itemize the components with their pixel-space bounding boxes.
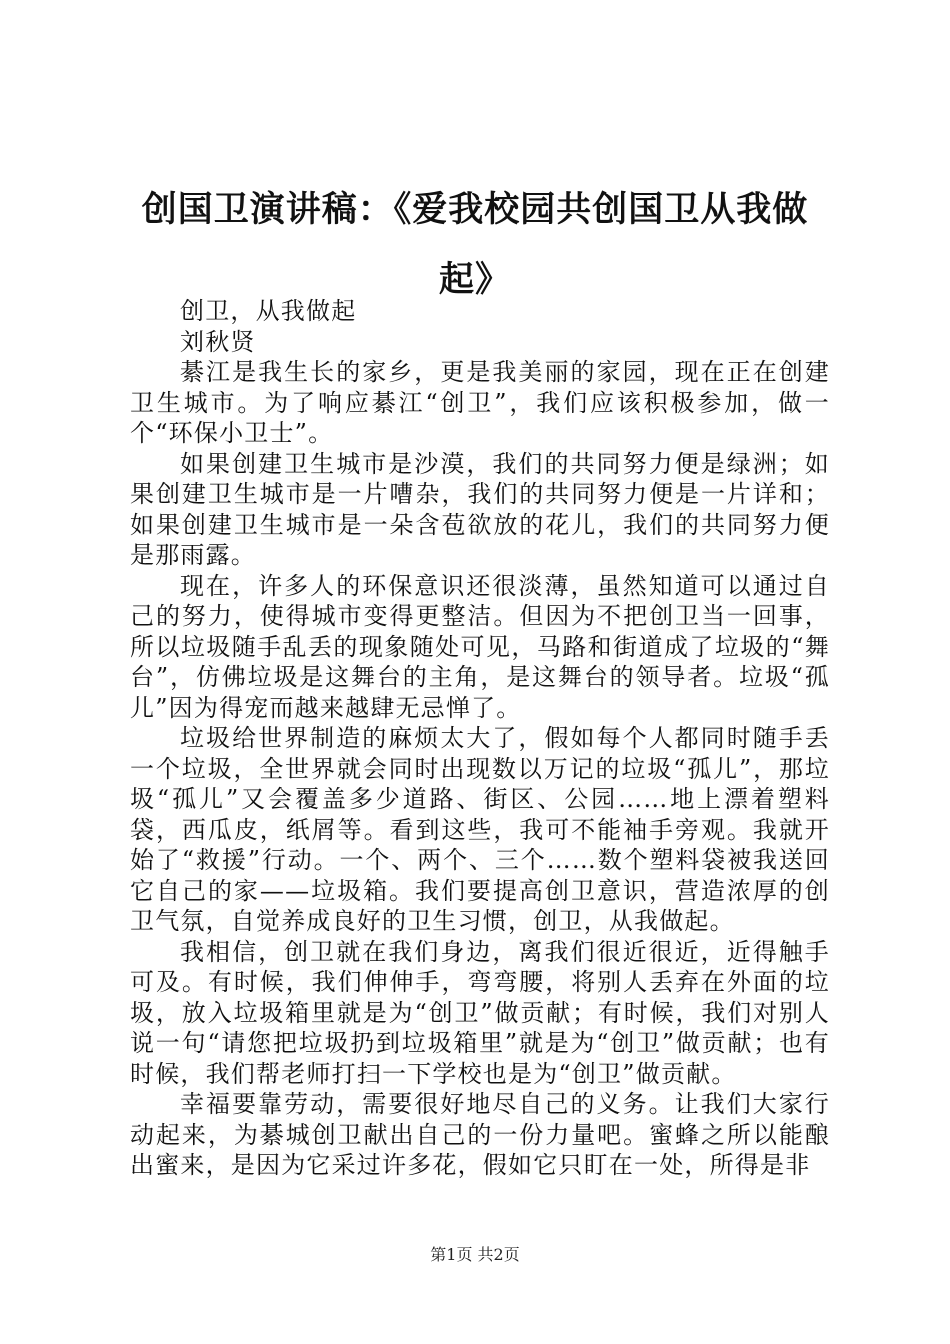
paragraph-4: 垃圾给世界制造的麻烦太大了，假如每个人都同时随手丢一个垃圾，全世界就会同时出现数以万记的垃圾“孤儿”，那垃圾“孤儿”又会覆盖多少道路、街区、公园……地上漂着塑料袋，西瓜皮，纸屑等。看到这些，我可不能袖手旁观。我就开始了“救援”行动。一个、两个、三个……数个塑料袋被我送回它自己的家——垃圾箱。我们要提高创卫意识，营造浓厚的创卫气氛，自觉养成良好的卫生习惯，创卫，从我做起。 — [130, 724, 830, 935]
paragraph-1: 綦江是我生长的家乡，更是我美丽的家园，现在正在创建卫生城市。为了响应綦江“创卫”，我们应该积极参加，做一个“环保小卫士”。 — [130, 358, 830, 447]
document-title: 创国卫演讲稿：《爱我校园共创国卫从我做起》 — [141, 190, 809, 300]
paragraph-3: 现在，许多人的环保意识还很淡薄，虽然知道可以通过自己的努力，使得城市变得更整洁。但因为不把创卫当一回事，所以垃圾随手乱丢的现象随处可见，马路和街道成了垃圾的“舞台”，仿佛垃圾是这舞台的主角，是这舞台的领导者。垃圾“孤儿”因为得宠而越来越肆无忌惮了。 — [130, 571, 830, 722]
paragraph-author: 刘秋贤 — [180, 327, 256, 356]
paragraph-subtitle: 创卫，从我做起 — [180, 297, 357, 325]
document-body — [130, 296, 830, 1181]
paragraph-6: 幸福要靠劳动，需要很好地尽自己的义务。让我们大家行动起来，为綦城创卫献出自己的一份力量吧。蜜蜂之所以能酿出蜜来，是因为它采过许多花，假如它只盯在一处，所得是非 — [130, 1090, 830, 1179]
paragraph-2: 如果创建卫生城市是沙漠，我们的共同努力便是绿洲；如果创建卫生城市是一片嘈杂，我们的共同努力便是一片详和；如果创建卫生城市是一朵含苞欲放的花儿，我们的共同努力便是那雨露。 — [130, 449, 830, 569]
paragraph-5: 我相信，创卫就在我们身边，离我们很近很近，近得触手可及。有时候，我们伸伸手，弯弯腰，将别人丢弃在外面的垃圾，放入垃圾箱里就是为“创卫”做贡献；有时候，我们对别人说一句“请您把垃圾扔到垃圾箱里”就是为“创卫”做贡献；也有时候，我们帮老师打扫一下学校也是为“创卫”做贡献。 — [130, 937, 830, 1088]
page-number-footer: 第1页 共2页 — [430, 1245, 520, 1264]
